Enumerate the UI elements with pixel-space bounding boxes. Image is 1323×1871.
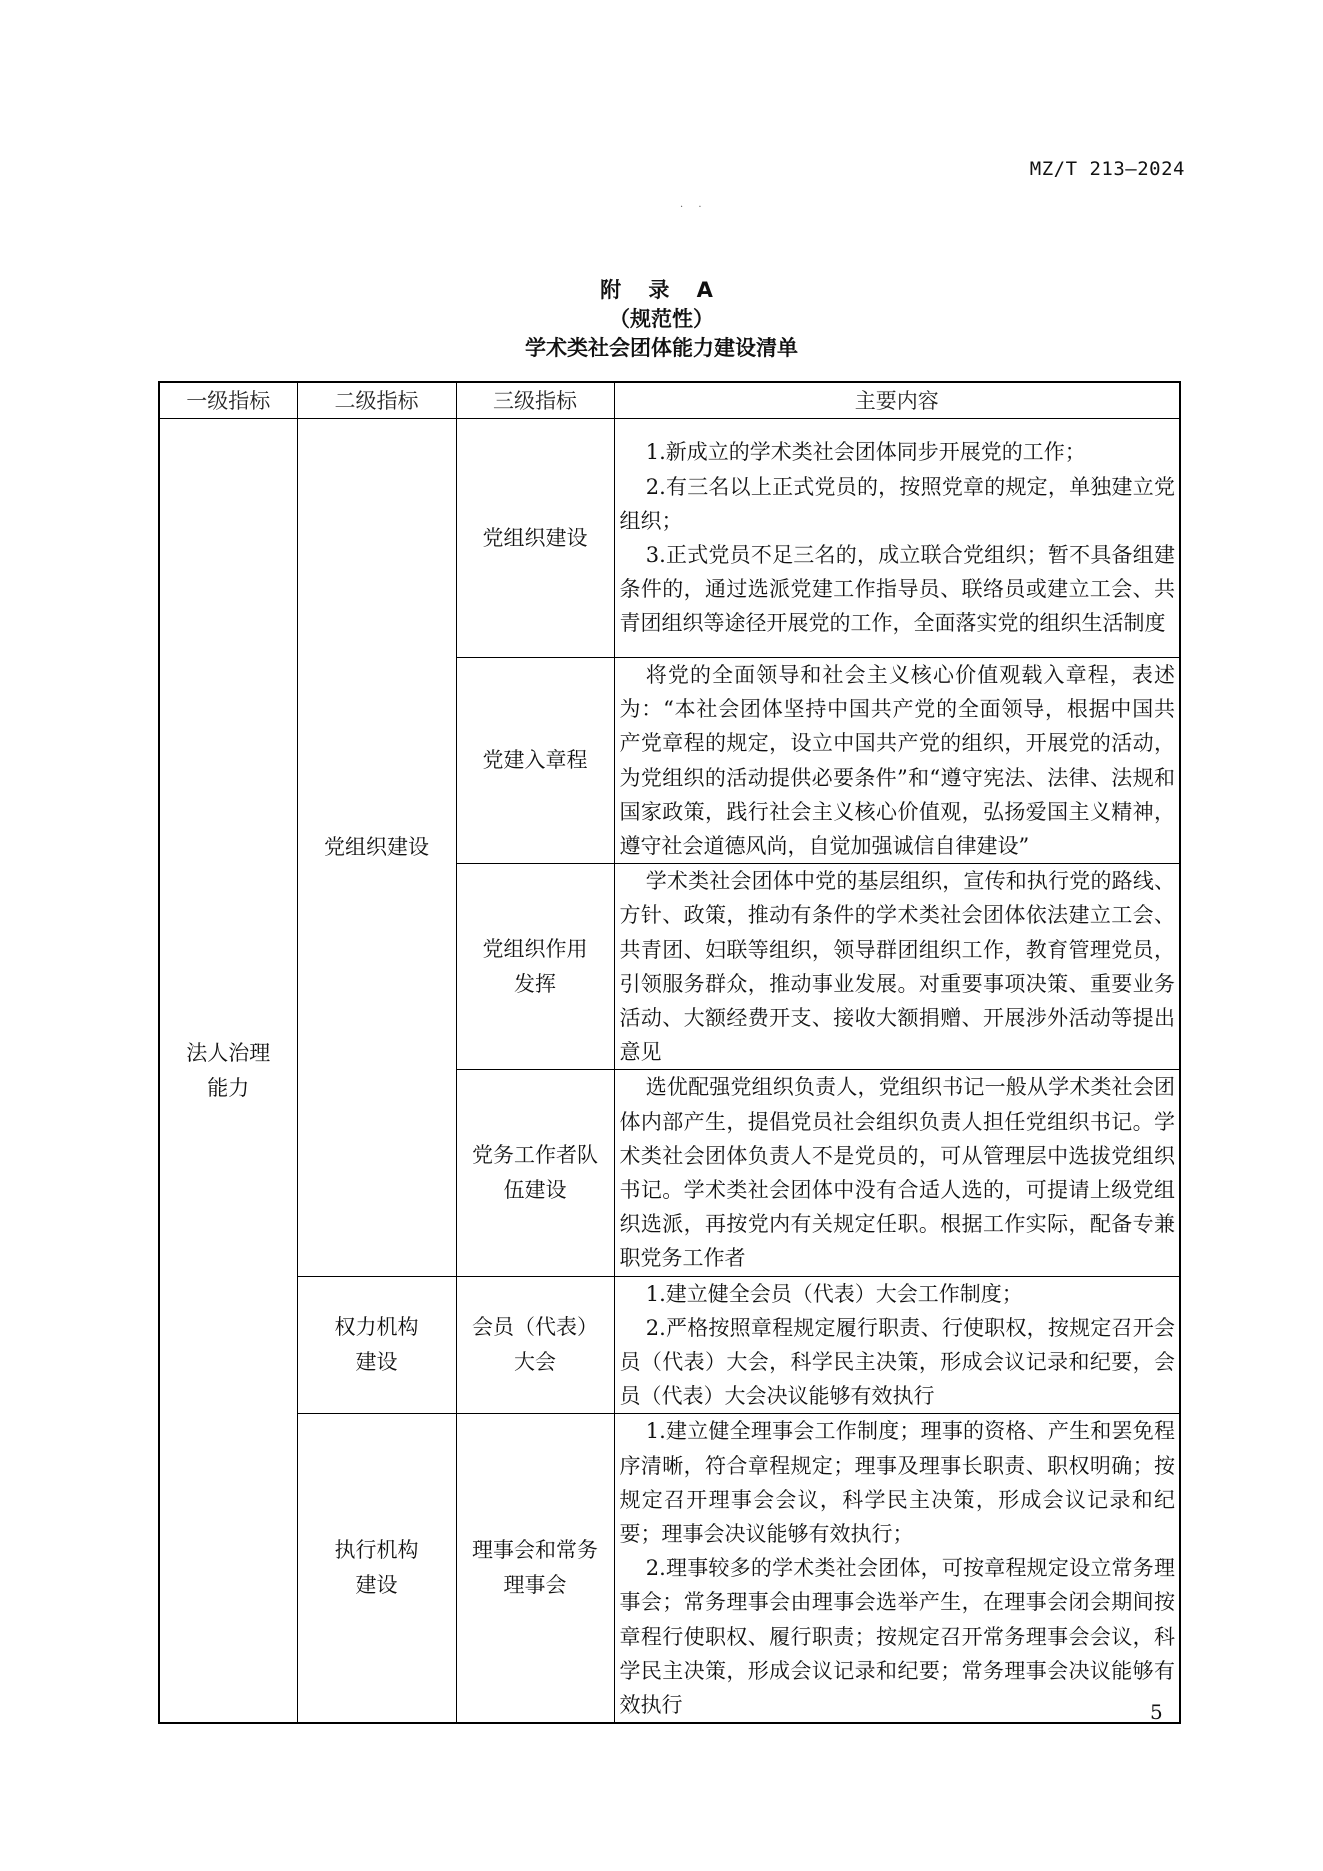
- level3-cell: 党组织建设: [456, 419, 614, 658]
- level3-cell: 党建入章程: [456, 658, 614, 864]
- header-content: 主要内容: [614, 382, 1180, 419]
- level2-cell: 执行机构 建设: [297, 1414, 456, 1723]
- appendix-nature: （规范性）: [609, 307, 714, 331]
- level3-cell: 理事会和常务 理事会: [456, 1414, 614, 1723]
- table-body: [159, 419, 1180, 1724]
- appendix-name: 学术类社会团体能力建设清单: [525, 336, 798, 360]
- decorative-dots: · ·: [680, 202, 708, 213]
- content-cell: [614, 1276, 1180, 1414]
- page-number: 5: [1150, 1700, 1163, 1724]
- content-paragraph: 2.严格按照章程规定履行职责、行使职权，按规定召开会员（代表）大会，科学民主决策，形成会议记录和纪要，会员（代表）大会决议能够有效执行: [619, 1315, 1175, 1409]
- capability-table: [158, 381, 1181, 1724]
- content-paragraph: 1.建立健全理事会工作制度；理事的资格、产生和罢免程序清晰，符合章程规定；理事及理事长职责、职权明确；按规定召开理事会会议，科学民主决策，形成会议记录和纪要；理事会决议能够有效执行；: [619, 1419, 1175, 1547]
- appendix-heading: [0, 276, 1323, 363]
- table-header-row: [159, 382, 1180, 419]
- level3-cell: 会员（代表） 大会: [456, 1276, 614, 1414]
- table-row: [159, 419, 1180, 658]
- content-paragraph: 3.正式党员不足三名的，成立联合党组织；暂不具备组建条件的，通过选派党建工作指导员、联络员或建立工会、共青团组织等途径开展党的工作，全面落实党的组织生活制度: [619, 543, 1175, 636]
- appendix-title: 附 录 A: [600, 278, 723, 302]
- content-paragraph: 选优配强党组织负责人，党组织书记一般从学术类社会团体内部产生，提倡党员社会组织负责人担任党组织书记。学术类社会团体负责人不是党员的，可从管理层中选拔党组织书记。学术类社会团体中没有合适人选的，可提请上级党组织选派，再按党内有关规定任职。根据工作实际，配备专兼职党务工作者: [619, 1075, 1175, 1271]
- content-cell: [614, 864, 1180, 1070]
- content-paragraph: 学术类社会团体中党的基层组织，宣传和执行党的路线、方针、政策，推动有条件的学术类社会团体依法建立工会、共青团、妇联等组织，领导群团组织工作，教育管理党员，引领服务群众，推动事业发展。对重要事项决策、重要业务活动、大额经费开支、接收大额捐赠、开展涉外活动等提出意见: [619, 869, 1175, 1065]
- standard-code: MZ/T 213—2024: [1029, 158, 1185, 180]
- header-level3: 三级指标: [456, 382, 614, 419]
- content-paragraph: 1.建立健全会员（代表）大会工作制度；: [645, 1281, 1023, 1306]
- level1-cell: 法人治理 能力: [159, 419, 297, 1724]
- content-paragraph: 将党的全面领导和社会主义核心价值观载入章程，表述为：“本社会团体坚持中国共产党的全面领导，根据中国共产党章程的规定，设立中国共产党的组织，开展党的活动，为党组织的活动提供必要条件”和“遵守宪法、法律、法规和国家政策，践行社会主义核心价值观，弘扬爱国主义精神，遵守社会道德风尚，自觉加强诚信自律建设”: [619, 663, 1175, 859]
- header-level1: 一级指标: [159, 382, 297, 419]
- content-paragraph: 2.有三名以上正式党员的，按照党章的规定，单独建立党组织；: [619, 474, 1175, 533]
- header-level2: 二级指标: [297, 382, 456, 419]
- content-cell: [614, 1070, 1180, 1276]
- table-row: [159, 1276, 1180, 1414]
- level3-cell: 党组织作用 发挥: [456, 864, 614, 1070]
- content-cell: [614, 419, 1180, 658]
- content-cell: [614, 1414, 1180, 1723]
- level2-cell: 权力机构 建设: [297, 1276, 456, 1414]
- content-paragraph: 1.新成立的学术类社会团体同步开展党的工作；: [645, 440, 1086, 465]
- content-cell: [614, 658, 1180, 864]
- level2-cell: 党组织建设: [297, 419, 456, 1277]
- content-paragraph: 2.理事较多的学术类社会团体，可按章程规定设立常务理事会；常务理事会由理事会选举产生，在理事会闭会期间按章程行使职权、履行职责；按规定召开常务理事会会议，科学民主决策，形成会议记录和纪要；常务理事会决议能够有效执行: [619, 1556, 1175, 1718]
- level3-cell: 党务工作者队 伍建设: [456, 1070, 614, 1276]
- table-row: [159, 1414, 1180, 1723]
